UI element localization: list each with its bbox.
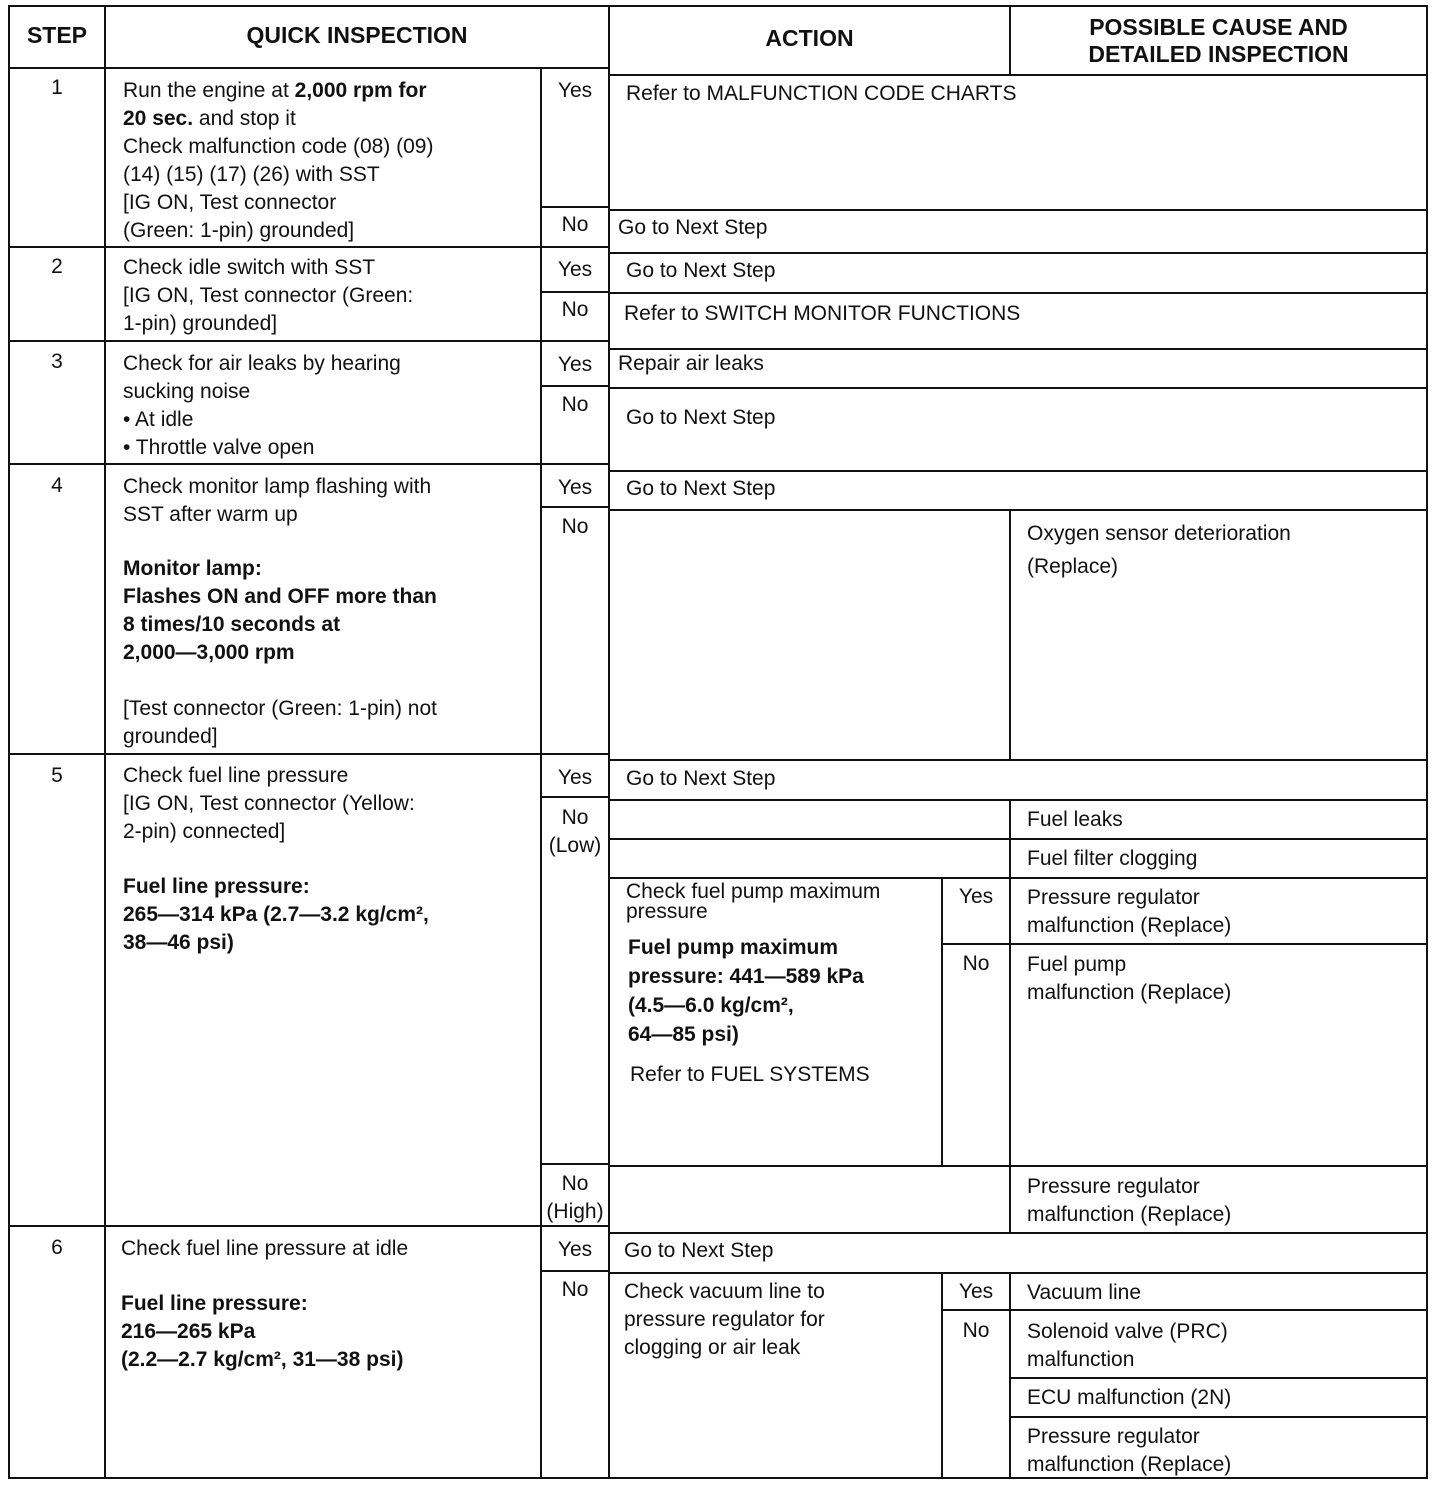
- vac-no-label: No: [962, 1319, 990, 1342]
- yes-action: Refer to MALFUNCTION CODE CHARTS: [626, 82, 1017, 105]
- no-label: No: [561, 298, 589, 321]
- pump-reference: Refer to FUEL SYSTEMS: [630, 1063, 870, 1086]
- header-quick-inspection: QUICK INSPECTION: [246, 22, 468, 48]
- yes-label: Yes: [557, 258, 593, 281]
- action-divider: [608, 1165, 1428, 1167]
- step-number: 4: [51, 474, 63, 497]
- step-number: 5: [51, 764, 63, 787]
- yes-label: Yes: [557, 79, 593, 102]
- possible-cause: Pressure regulator malfunction (Replace): [1027, 1425, 1232, 1476]
- step-number: 3: [51, 350, 63, 373]
- vacuum-check-text: Check vacuum line to pressure regulator for clogging or air leak: [624, 1280, 825, 1359]
- inspection-text: Check fuel line pressure at idle: [121, 1237, 409, 1260]
- cause-divider: [1009, 509, 1011, 761]
- table-border-top: [8, 5, 1428, 7]
- inspection-spec: Fuel line pressure: 216—265 kPa (2.2—2.7 kg/cm², 31—38 psi): [121, 1292, 404, 1371]
- pump-no-label: No: [962, 952, 990, 975]
- header-bottom-right: [608, 74, 1428, 76]
- header-possible-cause: POSSIBLE CAUSE AND DETAILED INSPECTION: [1088, 14, 1349, 67]
- step-number: 1: [51, 76, 63, 99]
- inspection-text-part: Run the engine at: [123, 79, 295, 102]
- inspection-text: Check for air leaks by hearing sucking noise • At idle • Throttle valve open: [123, 352, 401, 459]
- step-number: 6: [51, 1236, 63, 1259]
- no-label: No: [561, 1278, 589, 1301]
- yes-no-divider: [540, 796, 610, 798]
- possible-cause: Fuel pump malfunction (Replace): [1027, 953, 1232, 1004]
- row-boundary: [8, 246, 610, 248]
- no-high-label: No (High): [546, 1172, 604, 1223]
- yes-action: Go to Next Step: [626, 767, 776, 790]
- col-divider-step: [104, 5, 106, 1479]
- inspection-text: Check fuel line pressure [IG ON, Test connector (Yellow: 2-pin) connected]: [123, 764, 415, 843]
- row-boundary: [608, 1232, 1428, 1234]
- inspection-text-part: and stop it Check malfunction code (08) (09) (14) (15) (17) (26) with SST [IG ON, Test connector (Green: 1-pin) grounded]: [123, 107, 434, 242]
- no-low-label: No (Low): [548, 806, 602, 857]
- yes-label: Yes: [557, 766, 593, 789]
- header-bottom-left: [8, 67, 610, 69]
- pump-yesno-left: [941, 877, 943, 1167]
- row-boundary: [608, 759, 1428, 761]
- row-boundary: [8, 340, 610, 342]
- pump-yes-no-divider: [941, 943, 1428, 945]
- action-divider: [608, 209, 1428, 211]
- yes-no-divider: [540, 1270, 610, 1272]
- cause-divider: [1009, 799, 1011, 1234]
- row-boundary: [8, 753, 610, 755]
- yes-no-divider: [540, 506, 610, 508]
- action-divider: [608, 877, 1428, 879]
- yes-action: Go to Next Step: [626, 259, 776, 282]
- row-boundary: [608, 470, 1428, 472]
- action-divider: [608, 1272, 1428, 1274]
- possible-cause: Oxygen sensor deterioration (Replace): [1027, 522, 1291, 578]
- inspection-text: [123, 77, 538, 245]
- inspection-text-bold: 2,000 rpm for 20 sec.: [123, 79, 427, 130]
- yes-action: Repair air leaks: [618, 352, 764, 375]
- pump-yes-label: Yes: [958, 885, 994, 908]
- yes-label: Yes: [557, 1238, 593, 1261]
- cause-divider: [1009, 1377, 1428, 1379]
- yes-no-divider: [540, 206, 610, 208]
- possible-cause: Fuel leaks: [1027, 808, 1123, 831]
- possible-cause: ECU malfunction (2N): [1027, 1386, 1232, 1409]
- inspection-text: Check idle switch with SST [IG ON, Test connector (Green: 1-pin) grounded]: [123, 256, 414, 335]
- row-boundary: [8, 463, 610, 465]
- row-boundary: [608, 252, 1428, 254]
- header-step: STEP: [26, 22, 88, 48]
- action-divider: [608, 509, 1428, 511]
- no-label: No: [561, 213, 589, 236]
- table-border-right: [1426, 5, 1428, 1479]
- yes-no-divider: [540, 1163, 610, 1165]
- row-boundary: [8, 1225, 610, 1227]
- cause-divider: [1009, 1416, 1428, 1418]
- action-divider: [608, 838, 1428, 840]
- possible-cause: Fuel filter clogging: [1027, 847, 1198, 870]
- inspection-text: Check monitor lamp flashing with SST after warm up: [123, 475, 432, 526]
- no-action: Go to Next Step: [626, 406, 776, 429]
- cause-divider: [1009, 1272, 1011, 1479]
- yes-label: Yes: [557, 476, 593, 499]
- no-action: Go to Next Step: [618, 216, 768, 239]
- action-divider: [608, 387, 1428, 389]
- vac-yes-label: Yes: [958, 1280, 994, 1303]
- header-action: ACTION: [765, 25, 854, 51]
- pump-check-text: Check fuel pump maximum pressure: [626, 880, 881, 923]
- no-label: No: [561, 515, 589, 538]
- possible-cause: Pressure regulator malfunction (Replace): [1027, 886, 1232, 937]
- step-number: 2: [51, 255, 63, 278]
- possible-cause: Pressure regulator malfunction (Replace): [1027, 1175, 1232, 1226]
- no-action: Refer to SWITCH MONITOR FUNCTIONS: [624, 302, 1021, 325]
- yes-no-divider: [540, 291, 610, 293]
- yes-label: Yes: [557, 353, 593, 376]
- inspection-spec: Monitor lamp: Flashes ON and OFF more than 8 times/10 seconds at 2,000—3,000 rpm: [123, 557, 437, 664]
- action-divider: [608, 292, 1428, 294]
- possible-cause: Vacuum line: [1027, 1281, 1142, 1304]
- yes-action: Go to Next Step: [624, 1239, 774, 1262]
- col-divider-action: [608, 5, 610, 1479]
- pump-spec: Fuel pump maximum pressure: 441—589 kPa (4.5—6.0 kg/cm², 64—85 psi): [628, 936, 864, 1046]
- yes-no-divider: [540, 385, 610, 387]
- no-label: No: [561, 393, 589, 416]
- possible-cause: Solenoid valve (PRC) malfunction: [1027, 1320, 1228, 1371]
- vac-yes-no-divider: [941, 1309, 1428, 1311]
- inspection-spec: Fuel line pressure: 265—314 kPa (2.7—3.2 kg/cm², 38—46 psi): [123, 875, 429, 954]
- inspection-note: [Test connector (Green: 1-pin) not grounded]: [123, 697, 437, 748]
- action-divider: [608, 799, 1428, 801]
- yes-action: Go to Next Step: [626, 477, 776, 500]
